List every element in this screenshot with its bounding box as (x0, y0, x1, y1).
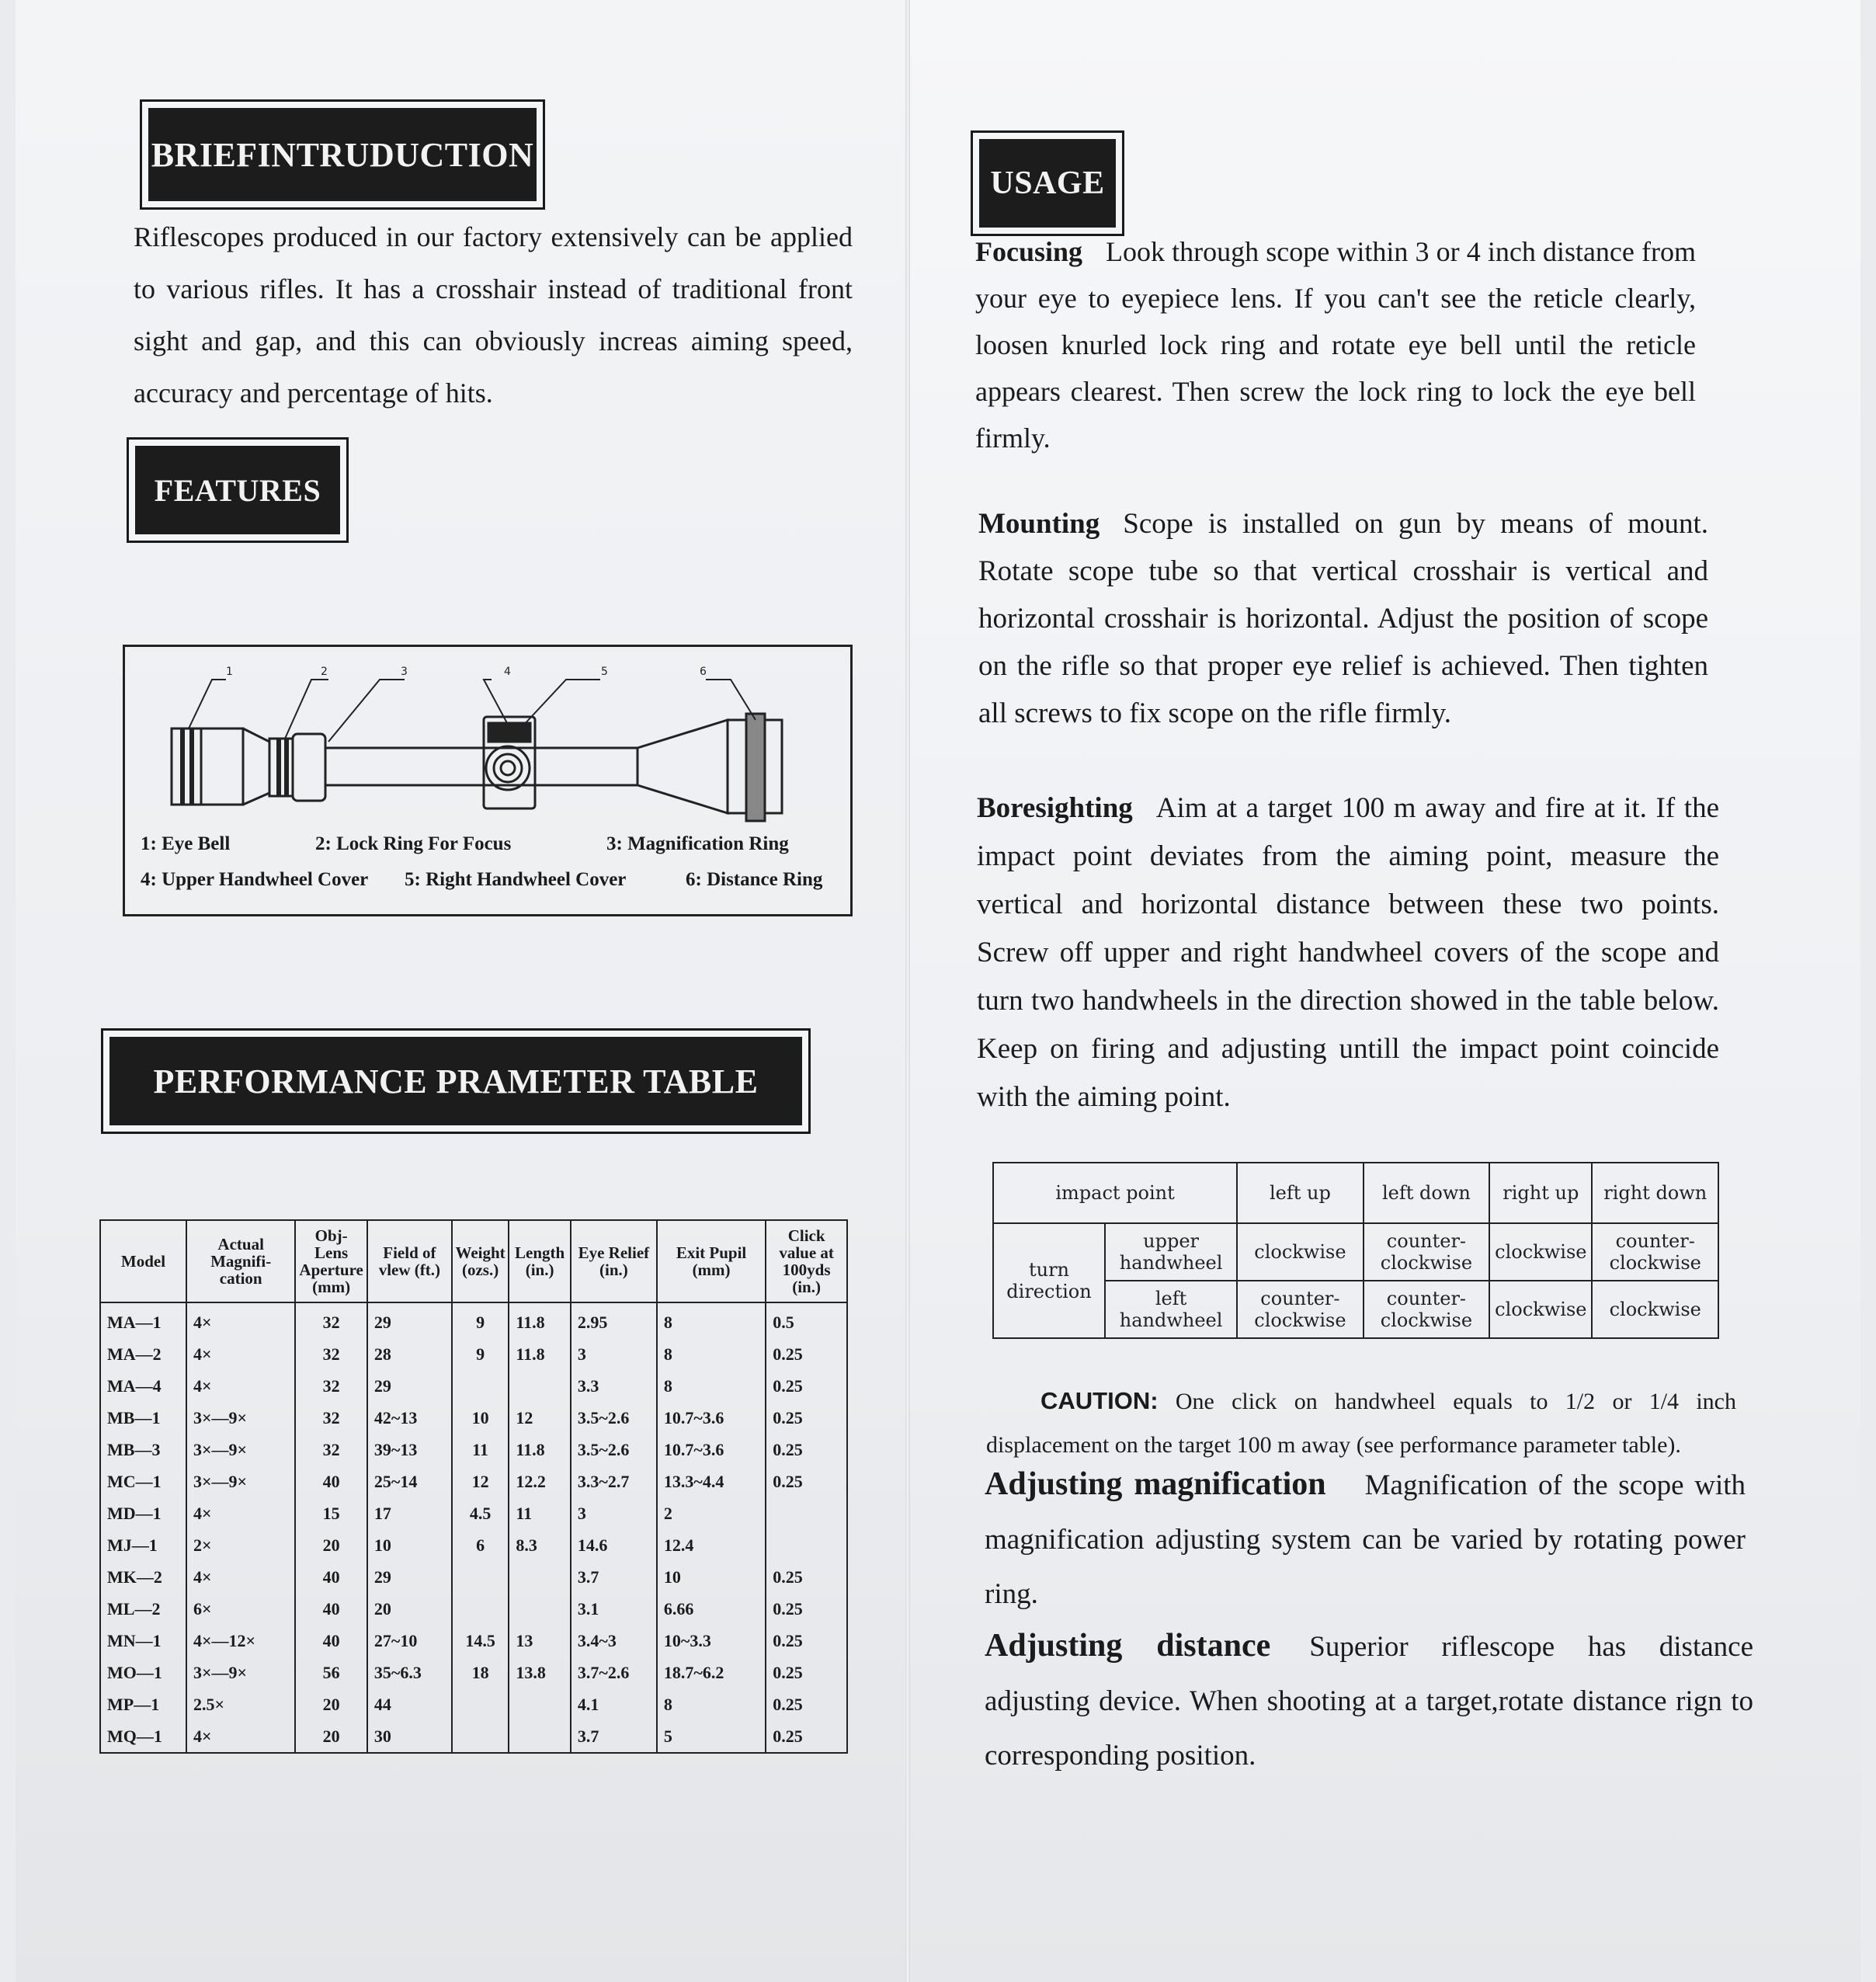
table-cell (452, 1561, 509, 1593)
table-cell: 4× (186, 1497, 295, 1529)
table-cell: 56 (295, 1657, 367, 1688)
table-cell: MK—2 (100, 1561, 186, 1593)
table-cell: 20 (295, 1688, 367, 1720)
magnification-text: Magnification of the scope with magnification adjusting system can be varied by rotating power ring. (985, 1469, 1746, 1610)
table-cell: 3×—9× (186, 1466, 295, 1497)
features-heading: FEATURES (135, 446, 340, 534)
table-cell: 2× (186, 1529, 295, 1561)
direction-header-row (993, 1163, 1718, 1223)
features-heading-box (127, 437, 349, 543)
caution-text: One click on handwheel equals to 1/2 or 1/4 inch displacement on the target 100 m away (see performance parameter table). (986, 1389, 1737, 1458)
table-cell (452, 1593, 509, 1625)
table-cell: 13.8 (509, 1657, 571, 1688)
table-cell: 17 (367, 1497, 452, 1529)
table-cell: 20 (295, 1720, 367, 1753)
table-cell: 32 (295, 1370, 367, 1402)
brief-text: Riflescopes produced in our factory extensively can be applied to various rifles. It has a crosshair instead of traditional front sight and gap, and this can obviously increas aiming speed, accuracy and percentage of hits. (134, 221, 853, 409)
table-cell: 10 (657, 1561, 766, 1593)
table-cell: 0.25 (766, 1625, 847, 1657)
table-cell (509, 1720, 571, 1753)
table-row (100, 1338, 847, 1370)
distance-text: Superior riflescope has distance adjusting device. When shooting at a target,rotate distance rign to corresponding position. (985, 1631, 1753, 1772)
table-cell: 9 (452, 1338, 509, 1370)
table-cell: 10.7~3.6 (657, 1434, 766, 1466)
header-field-of-view: Field of vlew (ft.) (367, 1220, 452, 1302)
table-cell: 4× (186, 1370, 295, 1402)
table-cell: 28 (367, 1338, 452, 1370)
table-cell: 6× (186, 1593, 295, 1625)
table-row (100, 1561, 847, 1593)
table-cell: 4× (186, 1561, 295, 1593)
table-cell (452, 1720, 509, 1753)
direction-row-left-label: left handwheel (1105, 1281, 1237, 1338)
table-cell: 8 (657, 1302, 766, 1338)
table-row (100, 1434, 847, 1466)
table-cell: 15 (295, 1497, 367, 1529)
table-row (100, 1657, 847, 1688)
table-cell: 3.3~2.7 (571, 1466, 657, 1497)
table-cell: 44 (367, 1688, 452, 1720)
performance-heading: PERFORMANCE PRAMETER TABLE (109, 1037, 802, 1125)
table-cell: 11 (452, 1434, 509, 1466)
focusing-section (975, 228, 1696, 461)
direction-cell: counter-clockwise (1364, 1281, 1490, 1338)
direction-corner: impact point (993, 1163, 1237, 1223)
table-cell: 0.25 (766, 1370, 847, 1402)
table-cell: MQ—1 (100, 1720, 186, 1753)
table-cell: ML—2 (100, 1593, 186, 1625)
direction-cell: clockwise (1489, 1281, 1592, 1338)
table-cell (509, 1370, 571, 1402)
table-cell: 40 (295, 1466, 367, 1497)
table-cell: 8 (657, 1688, 766, 1720)
table-cell: 6 (452, 1529, 509, 1561)
table-cell (766, 1529, 847, 1561)
direction-row-upper-label: upper handwheel (1105, 1223, 1237, 1281)
header-click-value: Click value at 100yds (in.) (766, 1220, 847, 1302)
direction-cell: counter-clockwise (1592, 1223, 1718, 1281)
table-cell: 0.25 (766, 1434, 847, 1466)
table-cell: 3×—9× (186, 1434, 295, 1466)
table-cell: 3.1 (571, 1593, 657, 1625)
boresighting-text: Aim at a target 100 m away and fire at it. If the impact point deviates from the aiming point, measure the vertical and horizontal distance between these two points. Screw off upper and right handwheel covers of the scope and turn two handwheels in the direction showed in the table below. Keep on firing and adjusting untill the impact point coincide with the aiming point. (977, 792, 1719, 1113)
direction-cell: clockwise (1592, 1281, 1718, 1338)
table-cell: 0.25 (766, 1593, 847, 1625)
brief-heading-box (140, 99, 545, 210)
table-cell: 32 (295, 1434, 367, 1466)
table-cell: 10~3.3 (657, 1625, 766, 1657)
table-cell: 0.25 (766, 1657, 847, 1688)
table-cell: 0.25 (766, 1688, 847, 1720)
table-row (100, 1466, 847, 1497)
magnification-section (985, 1457, 1746, 1622)
table-cell: 12 (509, 1402, 571, 1434)
header-magnification: Actual Magnifi- cation (186, 1220, 295, 1302)
magnification-title: Adjusting magnification (985, 1466, 1326, 1502)
table-cell: 4×—12× (186, 1625, 295, 1657)
table-cell: 0.25 (766, 1561, 847, 1593)
table-cell: MP—1 (100, 1688, 186, 1720)
table-cell: 3.3 (571, 1370, 657, 1402)
brief-heading: BRIEFINTRUDUCTION (148, 108, 537, 201)
callout-6: 6 (700, 666, 707, 678)
table-cell: 2.5× (186, 1688, 295, 1720)
table-cell (509, 1688, 571, 1720)
table-cell: 9 (452, 1302, 509, 1338)
direction-row-upper (993, 1223, 1718, 1281)
table-cell: 29 (367, 1561, 452, 1593)
legend-6: 6: Distance Ring (686, 869, 823, 890)
table-cell: 25~14 (367, 1466, 452, 1497)
table-cell: 10.7~3.6 (657, 1402, 766, 1434)
table-cell: 3×—9× (186, 1402, 295, 1434)
table-cell: 11.8 (509, 1302, 571, 1338)
table-cell (452, 1370, 509, 1402)
performance-table (99, 1219, 848, 1754)
table-cell: MO—1 (100, 1657, 186, 1688)
table-row (100, 1370, 847, 1402)
table-cell: 3 (571, 1338, 657, 1370)
table-cell: 0.25 (766, 1338, 847, 1370)
usage-heading-box (971, 130, 1124, 236)
table-row (100, 1593, 847, 1625)
table-cell: 18 (452, 1657, 509, 1688)
page-fold (905, 0, 910, 1982)
table-cell: 3.5~2.6 (571, 1434, 657, 1466)
table-cell: 8 (657, 1338, 766, 1370)
legend-4: 4: Upper Handwheel Cover (141, 869, 369, 890)
header-exit-pupil: Exit Pupil (mm) (657, 1220, 766, 1302)
table-cell: MN—1 (100, 1625, 186, 1657)
table-cell: 10 (452, 1402, 509, 1434)
table-cell: MJ—1 (100, 1529, 186, 1561)
table-cell: 14.6 (571, 1529, 657, 1561)
table-cell: MA—2 (100, 1338, 186, 1370)
table-cell: 4× (186, 1720, 295, 1753)
performance-table-body (100, 1302, 847, 1753)
table-row (100, 1302, 847, 1338)
table-cell (509, 1593, 571, 1625)
table-cell: 3.7 (571, 1720, 657, 1753)
table-cell (509, 1561, 571, 1593)
callout-5: 5 (601, 666, 608, 678)
callout-1: 1 (226, 666, 233, 678)
distance-title: Adjusting distance (985, 1628, 1271, 1664)
table-cell: 5 (657, 1720, 766, 1753)
table-cell: 14.5 (452, 1625, 509, 1657)
table-cell: MB—1 (100, 1402, 186, 1434)
table-cell: 6.66 (657, 1593, 766, 1625)
direction-col-left-down: left down (1364, 1163, 1490, 1223)
table-cell: 32 (295, 1302, 367, 1338)
direction-cell: counter-clockwise (1364, 1223, 1490, 1281)
direction-table (992, 1162, 1719, 1339)
scope-diagram (123, 645, 853, 916)
table-row (100, 1625, 847, 1657)
table-cell: 0.25 (766, 1402, 847, 1434)
direction-col-right-down: right down (1592, 1163, 1718, 1223)
table-cell: MA—1 (100, 1302, 186, 1338)
table-cell: 18.7~6.2 (657, 1657, 766, 1688)
distance-section (985, 1619, 1753, 1783)
callout-4: 4 (504, 666, 511, 678)
table-cell: 8.3 (509, 1529, 571, 1561)
table-cell: 8 (657, 1370, 766, 1402)
table-cell: 42~13 (367, 1402, 452, 1434)
caution-label: CAUTION: (1040, 1387, 1159, 1414)
caution-note (986, 1379, 1736, 1467)
mounting-section (978, 500, 1708, 737)
table-cell: 35~6.3 (367, 1657, 452, 1688)
table-cell: 3.5~2.6 (571, 1402, 657, 1434)
table-cell: 4× (186, 1302, 295, 1338)
boresighting-section (977, 784, 1719, 1121)
table-cell: 4.1 (571, 1688, 657, 1720)
table-cell: MC—1 (100, 1466, 186, 1497)
table-cell: 10 (367, 1529, 452, 1561)
table-cell: 40 (295, 1561, 367, 1593)
mounting-title: Mounting (978, 508, 1100, 540)
table-cell: 32 (295, 1402, 367, 1434)
table-cell: 2.95 (571, 1302, 657, 1338)
table-row (100, 1688, 847, 1720)
table-cell: 30 (367, 1720, 452, 1753)
performance-heading-box (101, 1028, 811, 1134)
table-cell: 12.4 (657, 1529, 766, 1561)
table-cell: 32 (295, 1338, 367, 1370)
legend-1: 1: Eye Bell (141, 833, 231, 854)
table-cell: 39~13 (367, 1434, 452, 1466)
table-cell: 11 (509, 1497, 571, 1529)
table-cell: 12.2 (509, 1466, 571, 1497)
legend-2: 2: Lock Ring For Focus (315, 833, 512, 854)
table-cell: 11.8 (509, 1434, 571, 1466)
table-cell: 3.7 (571, 1561, 657, 1593)
table-cell: 4.5 (452, 1497, 509, 1529)
table-cell: 27~10 (367, 1625, 452, 1657)
table-cell: 3 (571, 1497, 657, 1529)
table-cell: 4× (186, 1338, 295, 1370)
table-cell: MD—1 (100, 1497, 186, 1529)
performance-header-row (100, 1220, 847, 1302)
boresighting-title: Boresighting (977, 792, 1133, 824)
table-cell: MA—4 (100, 1370, 186, 1402)
table-row (100, 1402, 847, 1434)
table-cell: 29 (367, 1370, 452, 1402)
direction-cell: counter-clockwise (1237, 1281, 1364, 1338)
table-cell: 11.8 (509, 1338, 571, 1370)
table-cell: 0.25 (766, 1466, 847, 1497)
table-cell: 3.4~3 (571, 1625, 657, 1657)
table-cell: 29 (367, 1302, 452, 1338)
table-cell: 3×—9× (186, 1657, 295, 1688)
header-model: Model (100, 1220, 186, 1302)
table-cell: 20 (295, 1529, 367, 1561)
table-row (100, 1497, 847, 1529)
table-cell (452, 1688, 509, 1720)
table-cell: 40 (295, 1593, 367, 1625)
legend-3: 3: Magnification Ring (606, 833, 789, 854)
header-weight: Weight (ozs.) (452, 1220, 509, 1302)
table-cell: 0.5 (766, 1302, 847, 1338)
table-cell: 20 (367, 1593, 452, 1625)
header-aperture: Obj- Lens Aperture (mm) (295, 1220, 367, 1302)
direction-row-group: turn direction (993, 1223, 1105, 1338)
direction-col-right-up: right up (1489, 1163, 1592, 1223)
focusing-title: Focusing (975, 236, 1083, 267)
table-cell: 12 (452, 1466, 509, 1497)
direction-cell: clockwise (1237, 1223, 1364, 1281)
legend-5: 5: Right Handwheel Cover (405, 869, 627, 890)
table-cell: 0.25 (766, 1720, 847, 1753)
table-cell: 2 (657, 1497, 766, 1529)
callout-2: 2 (321, 666, 328, 678)
table-row (100, 1720, 847, 1753)
usage-heading: USAGE (979, 139, 1116, 228)
table-cell: 3.7~2.6 (571, 1657, 657, 1688)
header-length: Length (in.) (509, 1220, 571, 1302)
callout-3: 3 (401, 666, 408, 678)
direction-cell: clockwise (1489, 1223, 1592, 1281)
table-cell: 13 (509, 1625, 571, 1657)
table-cell: 40 (295, 1625, 367, 1657)
mounting-text: Scope is installed on gun by means of mount. Rotate scope tube so that vertical crosshair is vertical and horizontal crosshair is horizontal. Adjust the position of scope on the rifle so that proper eye relief is achieved. Then tighten all screws to fix scope on the rifle firmly. (978, 508, 1708, 729)
direction-col-left-up: left up (1237, 1163, 1364, 1223)
table-cell (766, 1497, 847, 1529)
header-eye-relief: Eye Relief (in.) (571, 1220, 657, 1302)
focusing-text: Look through scope within 3 or 4 inch distance from your eye to eyepiece lens. If you can't see the reticle clearly, loosen knurled lock ring and rotate eye bell until the reticle appears clearest. Then screw the lock ring to lock the eye bell firmly. (975, 236, 1696, 454)
table-cell: MB—3 (100, 1434, 186, 1466)
table-row (100, 1529, 847, 1561)
table-cell: 13.3~4.4 (657, 1466, 766, 1497)
